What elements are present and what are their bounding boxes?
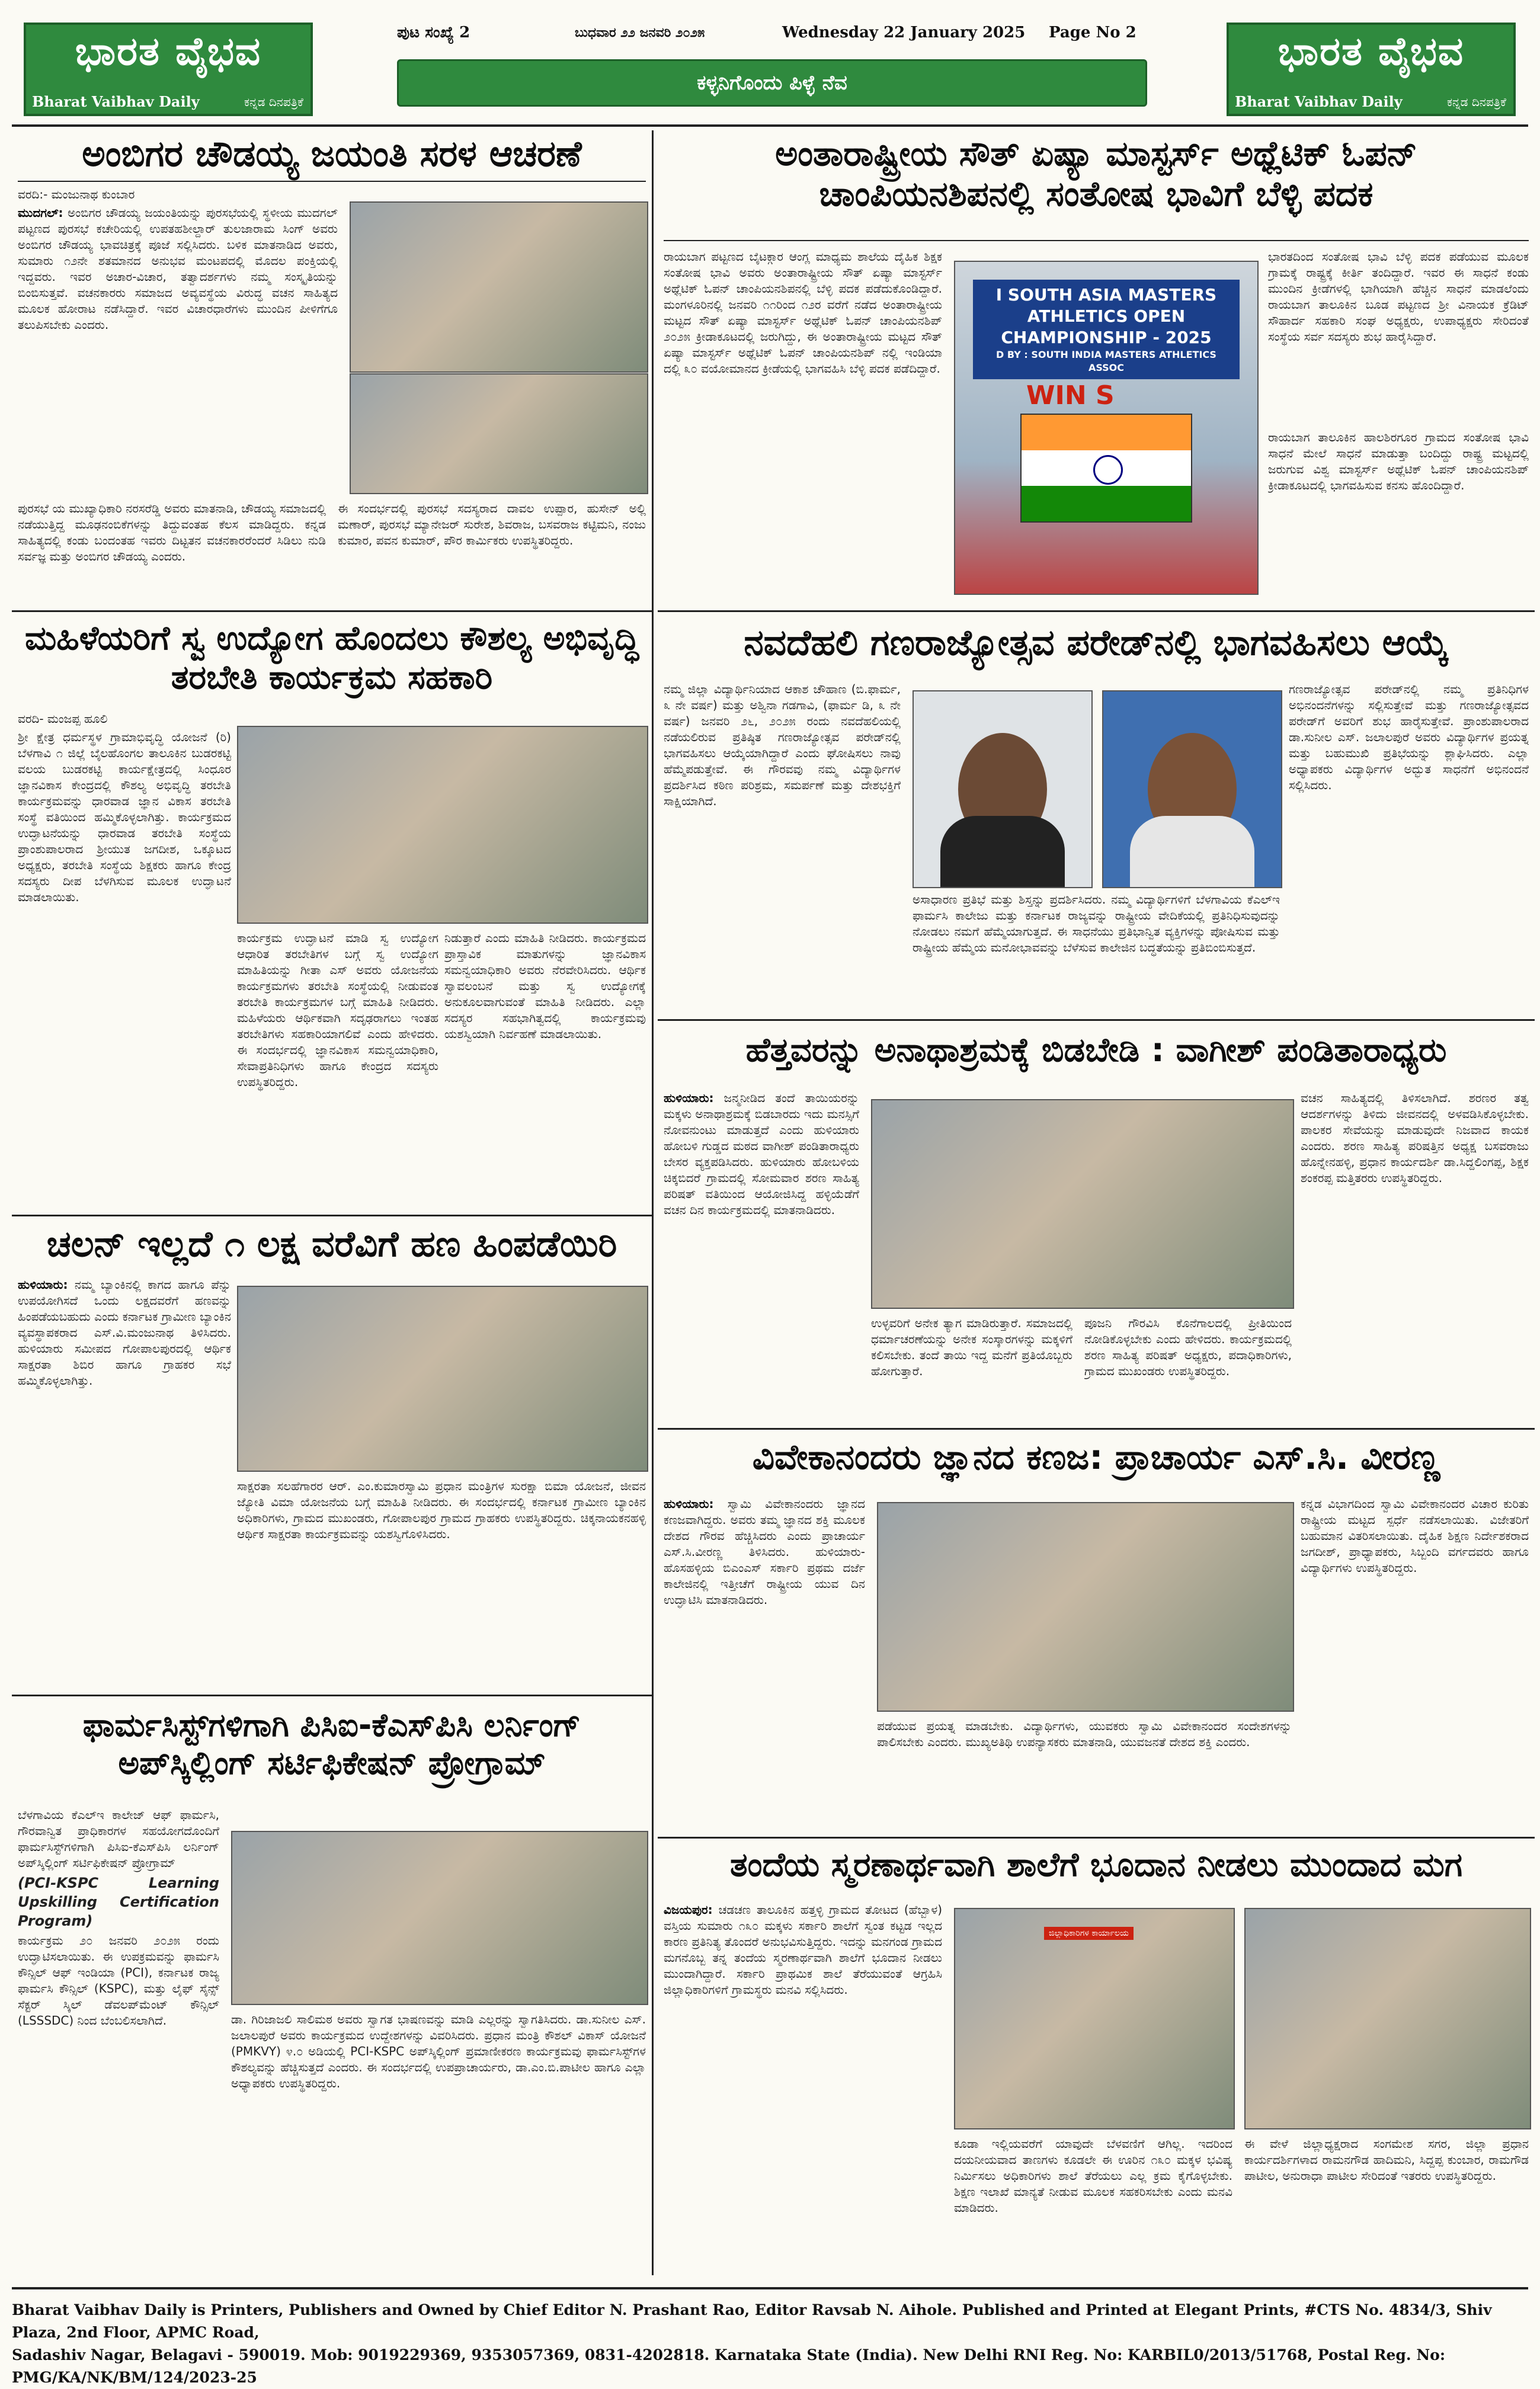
paper-subtitle: Bharat Vaibhav Daily [1235, 93, 1403, 110]
byline: ವರದಿ:- ಮಂಜುನಾಥ ಕುಂಬಾರ [18, 187, 135, 201]
masthead-logo-left [24, 23, 313, 116]
article-text [664, 1090, 859, 1422]
dateline: ಹುಳಿಯಾರು: [18, 1277, 68, 1292]
article-paragraph: ನಮ್ಮ ಬ್ಯಾಂಕಿನಲ್ಲಿ ಕಾಗದ ಹಾಗೂ ಪೆನ್ನು ಉಪಯೋಗಿಸದೆ ಒಂದು ಲಕ್ಷದವರೆಗೆ ಹಣವನ್ನು ಹಿಂಪಡೆಯಬಹುದು ಎಂದು ಕರ್ನಾಟಕ ಗ್ರಾಮೀಣ ಬ್ಯಾಂಕಿನ ವ್ಯವಸ್ಥಾಪಕರಾದ ಎಸ್.ವಿ.ಮಂಜುನಾಥ ತಿಳಿಸಿದರು. ಹುಳಿಯಾರು ಸಮೀಪದ ಗೋಪಾಲಪುರದಲ್ಲಿ ಆರ್ಥಿಕ ಸಾಕ್ಷರತಾ ಶಿಬಿರ ಹಾಗೂ ಗ್ರಾಹಕರ ಸಭೆ ಹಮ್ಮಿಕೊಳ್ಳಲಾಗಿತ್ತು. [18, 1277, 231, 1388]
headline-land-donation: ತಂದೆಯ ಸ್ಮರಣಾರ್ಥವಾಗಿ ಶಾಲೆಗೆ ಭೂದಾನ ನೀಡಲು ಮುಂದಾದ ಮಗ [729, 1846, 1463, 1884]
article-paragraph: ರಾಯಬಾಗ ತಾಲೂಕಿನ ಹಾಲಶಿರಗೂರ ಗ್ರಾಮದ ಸಂತೋಷ ಭಾವಿ ಸಾಧನೆ ಮೇಲೆ ಸಾಧನೆ ಮಾಡುತ್ತಾ ಬಂದಿದ್ದು ರಾಷ್ಟ್ರ ಮಟ್ಟದಲ್ಲಿ ಜರುಗುವ ವಿಶ್ವ ಮಾಸ್ಟರ್ಸ್ ಅಥ್ಲೆಟಿಕ್ ಓಪನ್ ಚಾಂಪಿಯನಶಿಪ್ ಕ್ರೀಡಾಕೂಟದಲ್ಲಿ ಭಾಗವಹಿಸುವ ಕನಸು ಹೊಂದಿದ್ದಾರೆ. [1268, 430, 1529, 492]
dateline: ವಿಜಯಪುರ: [664, 1903, 713, 1917]
article-paragraph: ಕನ್ನಡ ವಿಭಾಗದಿಂದ ಸ್ವಾಮಿ ವಿವೇಕಾನಂದರ ವಿಚಾರ ಕುರಿತು ರಾಷ್ಟ್ರೀಯ ಮಟ್ಟದ ಸ್ಪರ್ಧೆ ನಡೆಸಲಾಯಿತು. ವಿಜೇತರಿಗೆ ಬಹುಮಾನ ವಿತರಿಸಲಾಯಿತು. ದೈಹಿಕ ಶಿಕ್ಷಣ ನಿರ್ದೇಶಕರಾದ ಜಗದೀಶ್, ಪ್ರಾಧ್ಯಾಪಕರು, ಸಿಬ್ಬಂದಿ ವರ್ಗದವರು ಹಾಗೂ ವಿದ್ಯಾರ್ಥಿಗಳು ಉಪಸ್ಥಿತರಿದ್ದರು. [1301, 1497, 1529, 1575]
inauguration-photo [231, 1831, 648, 2005]
headline-ambigara-chowdayya: ಅಂಬಿಗರ ಚೌಡಯ್ಯ ಜಯಂತಿ ಸರಳ ಆಚರಣೆ [82, 133, 582, 175]
memorandum-photo [1244, 1908, 1531, 2129]
divider [12, 1215, 652, 1216]
paper-subtitle: Bharat Vaibhav Daily [32, 93, 200, 110]
divider [18, 181, 646, 182]
divider [664, 240, 1529, 241]
article-text [18, 711, 231, 1138]
dateline: ಹುಳಿಯಾರು: [664, 1497, 714, 1511]
page-number: Page No 2 [1049, 24, 1136, 41]
imprint-line: Sadashiv Nagar, Belagavi - 590019. Mob: 9019229369, 9353057369, 0831-4202818. Karnataka State (India). New Delhi RNI Reg. No: KARBIL0/2013/51768, Postal Reg. No: PMG/KA/NK/BM/124/2023-25 [12, 2346, 1446, 2386]
article-paragraph: ಗಣರಾಜ್ಯೋತ್ಸವ ಪರೇಡ್‌ನಲ್ಲಿ ನಮ್ಮ ಪ್ರತಿನಿಧಿಗಳ ಅಭಿನಂದನೆಗಳನ್ನು ಸಲ್ಲಿಸುತ್ತೇವೆ ಮತ್ತು ಗಣರಾಜ್ಯೋತ್ಸವದ ಪರೇಡ್‌ಗೆ ಅವರಿಗೆ ಶುಭ ಹಾರೈಸುತ್ತೇವೆ. ಪ್ರಾಂಶುಪಾಲರಾದ ಡಾ.ಸುನೀಲ ಎಸ್. ಜಲಾಲಪುರೆ ಅವರು ವಿದ್ಯಾರ್ಥಿಗಳ ಪ್ರಯತ್ನ ಮತ್ತು ಬಹುಮುಖಿ ಪ್ರತಿಭೆಯನ್ನು ಶ್ಲಾಘಿಸಿದರು. ಎಲ್ಲಾ ಅಧ್ಯಾಪಕರು ವಿದ್ಯಾರ್ಥಿಗಳ ಅದ್ಭುತ ಸಾಧನೆಗೆ ಅಭಿನಂದನೆ ಸಲ್ಲಿಸಿದರು. [1289, 682, 1529, 792]
article-paragraph: ನಮ್ಮ ಜಿಲ್ಲಾ ವಿದ್ಯಾರ್ಥಿನಿಯಾದ ಆಕಾಶ ಚೌಹಾಣ (ಬಿ.ಫಾರ್ಮ, ೩ ನೇ ವರ್ಷ) ಮತ್ತು ಅಶ್ವಿನಾ ಗಡಗಾವಿ, (ಫಾರ್ಮ ಡಿ, ೩ ನೇ ವರ್ಷ) ಜನವರಿ ೨೬, ೨೦೨೫ ರಂದು ನವದೆಹಲಿಯಲ್ಲಿ ನಡೆಯಲಿರುವ ಪ್ರತಿಷ್ಠಿತ ಗಣರಾಜ್ಯೋತ್ಸವ ಪರೇಡ್‌ನಲ್ಲಿ ಭಾಗವಹಿಸಲು ಆಯ್ಕೆಯಾಗಿದ್ದಾರೆ ಎಂದು ಘೋಷಿಸಲು ನಾವು ಹೆಮ್ಮೆಪಡುತ್ತೇವೆ. ಈ ಗೌರವವು ನಮ್ಮ ವಿದ್ಯಾರ್ಥಿಗಳ ಪ್ರದರ್ಶಿಸಿದ ಕಠಿಣ ಪರಿಶ್ರಮ, ಸಮರ್ಪಣೆ ಮತ್ತು ದೇಶಭಕ್ತಿಗೆ ಸಾಕ್ಷಿಯಾಗಿದೆ. [664, 682, 901, 808]
winners-banner: WIN S [1026, 380, 1115, 411]
headline-women-skill-training: ಮಹಿಳೆಯರಿಗೆ ಸ್ವ ಉದ್ಯೋಗ ಹೊಂದಲು ಕೌಶಲ್ಯ ಅಭಿವೃದ್ಧಿ ತರಬೇತಿ ಕಾರ್ಯಕ್ರಮ ಸಹಕಾರಿ [25, 619, 639, 697]
masthead-logo-right [1227, 23, 1516, 116]
dateline: ಹುಳಿಯಾರು: [664, 1091, 714, 1105]
article-paragraph: ಪುರಸಭೆ ಯ ಮುಖ್ಯಾಧಿಕಾರಿ ನರಸರೆಡ್ಡಿ ಅವರು ಮಾತನಾಡಿ, ಚೌಡಯ್ಯ ಸಮಾಜದಲ್ಲಿ ನಡೆಯುತ್ತಿದ್ದ ಮೂಢನಂಬಿಕೆಗಳನ್ನು ತಿದ್ದುವಂತಹ ಕೆಲಸ ಮಾಡಿದ್ದರು. ಕನ್ನಡ ಸಾಹಿತ್ಯದಲ್ಲಿ ಕಂಡು ಬಂದಂತಹ ಇವರು ದಿಟ್ಟತನ ವಚನಕಾರರೆಂದರೆ ಸಿಡಿಲು ನುಡಿ ಸರ್ವಜ್ಞ ಮತ್ತು ಅಂಬಿಗರ ಚೌಡಯ್ಯ ಎಂದರು. [18, 501, 326, 563]
column-divider [652, 130, 654, 2275]
article-paragraph: ಕೂಡಾ ಇಲ್ಲಿಯವರೆಗೆ ಯಾವುದೇ ಬೆಳವಣಿಗೆ ಆಗಿಲ್ಲ. ಇದರಿಂದ ದಯನೀಯವಾದ ತಾಣಗಳು ಕೂಡಲೇ ಈ ಊರಿನ ೧೩೦ ಮಕ್ಕಳ ಭವಿಷ್ಯ ನಿರ್ಮಿಸಲು ಅಧಿಕಾರಿಗಳು ಶಾಲೆ ತೆರೆಯಲು ಎಲ್ಲ ಕ್ರಮ ಕೈಗೊಳ್ಳಬೇಕು. ಶಿಕ್ಷಣ ಇಲಾಖೆ ಮಾನ್ಯತೆ ನೀಡುವ ಮೂಲಕ ಸಹಕರಿಸಬೇಕು ಎಂದು ಮನವಿ ಮಾಡಿದರು. [954, 2137, 1232, 2215]
paper-tagline: ಕನ್ನಡ ದಿನಪತ್ರಿಕೆ [1446, 95, 1506, 109]
article-paragraph: ಅಸಾಧಾರಣ ಪ್ರತಿಭೆ ಮತ್ತು ಶಿಸ್ತನ್ನು ಪ್ರದರ್ಶಿಸಿದರು. ನಮ್ಮ ವಿದ್ಯಾರ್ಥಿಗಳಿಗೆ ಬೆಳಗಾವಿಯ ಕೆಎಲ್‌ಇ ಫಾರ್ಮಸಿ ಕಾಲೇಜು ಮತ್ತು ಕರ್ನಾಟಕ ರಾಜ್ಯವನ್ನು ರಾಷ್ಟ್ರೀಯ ವೇದಿಕೆಯಲ್ಲಿ ಪ್ರತಿನಿಧಿಸುವುದನ್ನು ನೋಡಲು ನಮಗೆ ಹೆಮ್ಮೆಯಾಗುತ್ತದೆ. ಈ ಸಾಧನೆಯು ಪ್ರತಿಭಾನ್ವಿತ ವ್ಯಕ್ತಿಗಳನ್ನು ಪೋಷಿಸುವ ಮತ್ತು ರಾಷ್ಟ್ರೀಯ ಹೆಮ್ಮೆಯ ಮನೋಭಾವವನ್ನು ಬೆಳೆಸುವ ಕಾಲೇಜಿನ ಬದ್ಧತೆಯನ್ನು ಪ್ರತಿಬಿಂಬಿಸುತ್ತದೆ. [913, 892, 1280, 955]
indian-flag-icon [1020, 414, 1192, 523]
page-label-kannada: ಪುಟ ಸಂಖ್ಯೆ 2 [397, 24, 470, 41]
student-portrait [1102, 690, 1282, 888]
date-english: Wednesday 22 January 2025 [782, 24, 1026, 41]
student-portrait [913, 690, 1093, 888]
championship-banner: I SOUTH ASIA MASTERS ATHLETICS OPEN CHAMPIONSHIP - 2025 D BY : SOUTH INDIA MASTERS ATHLETICS ASSOC [973, 280, 1240, 379]
article-paragraph: ಈ ವೇಳೆ ಜಿಲ್ಲಾಧ್ಯಕ್ಷರಾದ ಸಂಗಮೇಶ ಸಗರ, ಜಿಲ್ಲಾ ಪ್ರಧಾನ ಕಾರ್ಯದರ್ಶಿಗಳಾದ ರಾಮನಗೌಡ ಹಾದಿಮನಿ, ಸಿದ್ದಪ್ಪ ಕುಂಬಾರ, ರಾಮಗೌಡ ಪಾಟೀಲ, ಅನುರಾಧಾ ಪಾಟೀಲ ಸೇರಿದಂತೆ ಇತರರು ಉಪಸ್ಥಿತರಿದ್ದರು. [1244, 2137, 1529, 2183]
article-text [18, 1277, 231, 1686]
article-paragraph: ಕಾರ್ಯಕ್ರಮ ೨೦ ಜನವರಿ ೨೦೨೫ ರಂದು ಉದ್ಘಾಟಿಸಲಾಯಿತು. ಈ ಉಪಕ್ರಮವನ್ನು ಫಾರ್ಮಸಿ ಕೌನ್ಸಿಲ್ ಆಫ್ ಇಂಡಿಯಾ (PCI), ಕರ್ನಾಟಕ ರಾಜ್ಯ ಫಾರ್ಮಸಿ ಕೌನ್ಸಿಲ್ (KSPC), ಮತ್ತು ಲೈಫ್ ಸೈನ್ಸ್ ಸೆಕ್ಟರ್ ಸ್ಕಿಲ್ ಡೆವಲಪ್‌ಮೆಂಟ್ ಕೌನ್ಸಿಲ್ (LSSSDC) ನಿಂದ ಬೆಂಬಲಿಸಲಾಗಿದೆ. [18, 1933, 219, 2028]
event-photo [350, 201, 648, 373]
article-paragraph: ಶ್ರೀ ಕ್ಷೇತ್ರ ಧರ್ಮಸ್ಥಳ ಗ್ರಾಮಾಭಿವೃದ್ಧಿ ಯೋಜನೆ (ರಿ) ಬೆಳಗಾವಿ ೧ ಜಿಲ್ಲೆ ಬೈಲಹೊಂಗಲ ತಾಲೂಕಿನ ಬುಡರಕಟ್ಟಿ ವಲಯ ಬುಡರಕಟ್ಟಿ ಕಾರ್ಯಕ್ಷೇತ್ರದಲ್ಲಿ ಸಿಂಧೂರ ಜ್ಞಾನವಿಕಾಸ ಕೇಂದ್ರದಲ್ಲಿ ಕೌಶಲ್ಯ ಅಭಿವೃದ್ಧಿ ತರಬೇತಿ ಕಾರ್ಯಕ್ರಮವನ್ನು ಧಾರವಾಡ ಜ್ಞಾನ ವಿಕಾಸ ತರಬೇತಿ ಸಂಸ್ಥೆ ವತಿಯಿಂದ ಹಮ್ಮಿಕೊಳ್ಳಲಾಗಿತ್ತು. ಕಾರ್ಯಕ್ರಮದ ಉದ್ಘಾಟನೆಯನ್ನು ಧಾರವಾಡ ತರಬೇತಿ ಸಂಸ್ಥೆಯ ಪ್ರಾಂಶುಪಾಲರಾದ ಶ್ರೀಯುತ ಜಗದೀಶ, ಒಕ್ಕೂಟದ ಅಧ್ಯಕ್ಷರು, ತರಬೇತಿ ಸಂಸ್ಥೆಯ ಶಿಕ್ಷಕರು ಹಾಗೂ ಕೇಂದ್ರ ಸದಸ್ಯರು ದೀಪ ಬೆಳಗಿಸುವ ಮೂಲಕ ಉದ್ಘಾಟನೆ ಮಾಡಲಾಯಿತು. [18, 730, 231, 904]
article-text [18, 187, 338, 498]
article-paragraph: ಈ ಸಂದರ್ಭದಲ್ಲಿ ಪುರಸಭೆ ಸದಸ್ಯರಾದ ದಾವಲ ಉಪ್ಪಾರ, ಹುಸೇನ್ ಅಲ್ಲಿ ಮಣಾರ್, ಪುರಸಭೆ ಮ್ಯಾನೇಜರ್ ಸುರೇಶ, ಶಿವರಾಜ, ಬಸವರಾಜ ಕಟ್ಟಿಮನಿ, ನಂಜು ಕುಮಾರ, ಪವನ ಕುಮಾರ್, ಪೌರ ಕಾರ್ಮಿಕರು ಉಪಸ್ಥಿತರಿದ್ದರು. [338, 501, 646, 547]
headline-vageesh-panditaradhya: ಹೆತ್ತವರನ್ನು ಅನಾಥಾಶ್ರಮಕ್ಕೆ ಬಿಡಬೇಡಿ : ವಾಗೀಶ್ ಪಂಡಿತಾರಾಧ್ಯರು [745, 1031, 1447, 1069]
article-paragraph: ಬೆಳಗಾವಿಯ ಕೆಎಲ್ಇ ಕಾಲೇಜ್ ಆಫ್ ಫಾರ್ಮಸಿ, ಗೌರವಾನ್ವಿತ ಪ್ರಾಧಿಕಾರಗಳ ಸಹಯೋಗದೊಂದಿಗೆ ಫಾರ್ಮಸಿಸ್ಟ್‌ಗಳಿಗಾಗಿ ಪಿಸಿಐ-ಕೆಎಸ್‌ಪಿಸಿ ಲರ್ನಿಂಗ್ ಅಪ್‌ಸ್ಕಿಲ್ಲಿಂಗ್ ಸರ್ಟಿಫಿಕೇಷನ್ ಪ್ರೋಗ್ರಾಮ್ [18, 1808, 219, 1870]
bank-meeting-photo [237, 1286, 648, 1472]
headline-challan-withdrawal: ಚಲನ್ ಇಲ್ಲದೆ ೧ ಲಕ್ಷ ವರೆವಿಗೆ ಹಣ ಹಿಂಪಡೆಯಿರಿ [46, 1224, 617, 1265]
article-paragraph: ಚಡಚಣ ತಾಲೂಕಿನ ಹತ್ತಳ್ಳಿ ಗ್ರಾಮದ ತೋಟದ (ಹೆಬ್ಬಾಳ) ವಸ್ತಿಯ ಸುಮಾರು ೧೩೦ ಮಕ್ಕಳು ಸರ್ಕಾರಿ ಶಾಲೆಗೆ ಸ್ವಂತ ಕಟ್ಟಡ ಇಲ್ಲದ ಕಾರಣ ಪ್ರತಿನಿತ್ಯ ತೊಂದರೆ ಅನುಭವಿಸುತ್ತಿದ್ದರು. ಇದನ್ನು ಮನಗಂಡ ಗ್ರಾಮದ ಮಗನೊಬ್ಬ ತನ್ನ ತಂದೆಯ ಸ್ಮರಣಾರ್ಥವಾಗಿ ಶಾಲೆಗೆ ಭೂದಾನ ನೀಡಲು ಮುಂದಾಗಿದ್ದಾರೆ. ಸರ್ಕಾರಿ ಪ್ರಾಥಮಿಕ ಶಾಲೆ ತೆರೆಯುವಂತೆ ಆಗ್ರಹಿಸಿ ಜಿಲ್ಲಾಧಿಕಾರಿಗಳಿಗೆ ಗ್ರಾಮಸ್ಥರು ಮನವಿ ಸಲ್ಲಿಸಿದರು. [664, 1903, 942, 1997]
article-paragraph: ಸಾಕ್ಷರತಾ ಸಲಹೆಗಾರರ ಆರ್. ಎಂ.ಕುಮಾರಸ್ವಾಮಿ ಪ್ರಧಾನ ಮಂತ್ರಿಗಳ ಸುರಕ್ಷಾ ಬಿಮಾ ಯೋಜನೆ, ಜೀವನ ಜ್ಯೋತಿ ವಿಮಾ ಯೋಜನೆಯ ಬಗ್ಗೆ ಮಾಹಿತಿ ನೀಡಿದರು. ಈ ಸಂದರ್ಭದಲ್ಲಿ ಕರ್ನಾಟಕ ಗ್ರಾಮೀಣ ಬ್ಯಾಂಕಿನ ಅಧಿಕಾರಿಗಳು, ಗ್ರಾಮದ ಮುಖಂಡರು, ಗೋಪಾಲಪುರ ಗ್ರಾಮದ ಗ್ರಾಹಕರು ಉಪಸ್ಥಿತರಿದ್ದರು. ಚಿಕ್ಕನಾಯಕನಹಳ್ಳಿ ಆರ್ಥಿಕ ಸಾಕ್ಷರತಾ ಕಾರ್ಯಕ್ರಮವನ್ನು ಯಶಸ್ವಿಗೊಳಿಸಿದರು. [237, 1479, 646, 1541]
paper-tagline: ಕನ್ನಡ ದಿನಪತ್ರಿಕೆ [244, 95, 303, 109]
article-paragraph: ಪೂಜನಿ ಗೌರವಿಸಿ ಕೊನೆಗಾಲದಲ್ಲಿ ಪ್ರೀತಿಯಿಂದ ನೋಡಿಕೊಳ್ಳಬೇಕು ಎಂದು ಹೇಳಿದರು. ಕಾರ್ಯಕ್ರಮದಲ್ಲಿ ಶರಣ ಸಾಹಿತ್ಯ ಪರಿಷತ್ ಅಧ್ಯಕ್ಷರು, ಪದಾಧಿಕಾರಿಗಳು, ಗ್ರಾಮದ ಮುಖಂಡರು ಉಪಸ್ಥಿತರಿದ್ದರು. [1084, 1316, 1292, 1378]
paper-name: ಭಾರತ ವೈಭವ [1278, 28, 1465, 74]
article-paragraph: ಅಂಬಿಗರ ಚೌಡಯ್ಯ ಜಯಂತಿಯನ್ನು ಪುರಸಭೆಯಲ್ಲಿ ಸ್ಥಳೀಯ ಮುದಗಲ್ ಪಟ್ಟಣದ ಪುರಸಭೆ ಕಚೇರಿಯಲ್ಲಿ ಉಪತಹಶೀಲ್ದಾರ್ ತುಲಜಾರಾಮ ಸಿಂಗ್ ಅವರು ಅಂಬಿಗರ ಚೌಡಯ್ಯ ಭಾವಚಿತ್ರಕ್ಕೆ ಪೂಜೆ ಸಲ್ಲಿಸಿದರು. ಬಳಿಕ ಮಾತನಾಡಿದ ಅವರು, ಸುಮಾರು ೧೨ನೇ ಶತಮಾನದ ಅನುಭವ ಮಂಟಪದಲ್ಲಿ ಮೊದಲ ಪಂಕ್ತಿಯಲ್ಲಿ ಇದ್ದವರು. ಇವರ ಅಚಾರ-ವಿಚಾರ, ತತ್ವಾದರ್ಶಗಳು ನಮ್ಮ ಸಂಸ್ಕೃತಿಯನ್ನು ಬಿಂಬಿಸುತ್ತವೆ. ವಚನಕಾರರು ಸಮಾಜದ ಅವ್ಯವಸ್ಥೆಯ ವಿರುದ್ಧ ವಚನ ಸಾಹಿತ್ಯದ ಮೂಲಕ ಹೋರಾಟ ನಡೆಸಿದ್ದಾರೆ. ಇವರ ವಿಚಾರಧಾರೆಗಳು ಮುಂದಿನ ಪೀಳಿಗೆಗೂ ತಲುಪಿಸಬೇಕು ಎಂದರು. [18, 206, 338, 332]
divider [658, 1428, 1535, 1430]
imprint-line: Bharat Vaibhav Daily is Printers, Publishers and Owned by Chief Editor N. Prashant Rao, Editor Ravsab N. Aihole. Published and Printed at Elegant Prints, #CTS No. 4834/3, Shiv Plaza, 2nd Floor, APMC Road, [12, 2301, 1492, 2341]
article-paragraph: ಉಳ್ಳವರಿಗೆ ಅನೇಕ ತ್ಯಾಗ ಮಾಡಿರುತ್ತಾರೆ. ಸಮಾಜದಲ್ಲಿ ಧರ್ಮಾಚರಣೆಯನ್ನು ಅನೇಕ ಸಂಸ್ಕಾರಗಳನ್ನು ಮಕ್ಕಳಿಗೆ ಕಲಿಸಬೇಕು. ತಂದೆ ತಾಯಿ ಇದ್ದ ಮನೆಗೆ ಪ್ರತಿಯೊಬ್ಬರು ಹೋಗುತ್ತಾರೆ. [871, 1316, 1072, 1378]
article-paragraph: ಜನ್ಮನೀಡಿದ ತಂದೆ ತಾಯಿಯರನ್ನು ಮಕ್ಕಳು ಅನಾಥಾಶ್ರಮಕ್ಕೆ ಬಿಡಬಾರದು ಇದು ಮನಸ್ಸಿಗೆ ನೋವನುಂಟು ಮಾಡುತ್ತದೆ ಎಂದು ಹುಳಿಯಾರು ಹೋಬಳಿ ಗುಡ್ಡದ ಮಠದ ವಾಗೀಶ್ ಪಂಡಿತಾರಾಧ್ಯರು ಬೇಸರ ವ್ಯಕ್ತಪಡಿಸಿದರು. ಹುಳಿಯಾರು ಹೋಬಳಿಯ ಚಿಕ್ಕಬಿದರೆ ಗ್ರಾಮದಲ್ಲಿ ಸೋಮವಾರ ಶರಣ ಸಾಹಿತ್ಯ ಪರಿಷತ್ ವತಿಯಿಂದ ಆಯೋಜಿಸಿದ್ದ ಹಳ್ಳಿಯೆಡೆಗೆ ವಚನ ದಿನ ಕಾರ್ಯಕ್ರಮದಲ್ಲಿ ಮಾತನಾಡಿದರು. [664, 1091, 859, 1217]
article-paragraph: ಪಡೆಯುವ ಪ್ರಯತ್ನ ಮಾಡಬೇಕು. ವಿದ್ಯಾರ್ಥಿಗಳು, ಯುವಕರು ಸ್ವಾಮಿ ವಿವೇಕಾನಂದರ ಸಂದೇಶಗಳನ್ನು ಪಾಲಿಸಬೇಕು ಎಂದರು. ಮುಖ್ಯಅತಿಥಿ ಉಪನ್ಯಾಸಕರು ಮಾತನಾಡಿ, ಯುವಜನತೆ ದೇಶದ ಶಕ್ತಿ ಎಂದರು. [877, 1719, 1292, 1749]
article-paragraph: ರಾಯಬಾಗ ಪಟ್ಟಣದ ಬೈಟಕ್ಗಾರ ಆಂಗ್ಲ ಮಾಧ್ಯಮ ಶಾಲೆಯ ದೈಹಿಕ ಶಿಕ್ಷಕ ಸಂತೋಷ ಭಾವಿ ಅವರು ಅಂತಾರಾಷ್ಟ್ರೀಯ ಸೌತ್ ಏಷ್ಯಾ ಮಾಸ್ಟರ್ಸ್ ಅಥ್ಲೆಟಿಕ್ ಓಪನ್ ಚಾಂಪಿಯನಶಿಪನಲ್ಲಿ ಬೆಳ್ಳಿ ಪದಕ ಪಡೆದುಕೊಂಡಿದ್ದಾರೆ. ಮಂಗಳೂರಿನಲ್ಲಿ ಜನವರಿ ೧೧ರಿಂದ ೧೨ರ ವರೆಗೆ ನಡೆದ ಅಂತಾರಾಷ್ಟ್ರೀಯ ಮಟ್ಟದ ಸೌತ್ ಏಷ್ಯಾ ಮಾಸ್ಟರ್ಸ್ ಅಥ್ಲೆಟಿಕ್ ಓಪನ್ ಚಾಂಪಿಯನಶಿಪ್ ೨೦೨೫ ಕ್ರೀಡಾಕೂಟದಲ್ಲಿ ಜರುಗಿದ್ದು, ಈ ಅಂತಾರಾಷ್ಟ್ರೀಯ ಮಟ್ಟದ ಸೌತ್ ಏಷ್ಯಾ ಮಾಸ್ಟರ್ಸ್ ಅಥ್ಲೆಟಿಕ್ ಓಪನ್ ಚಾಂಪಿಯನಶಿಪ್ ನಲ್ಲಿ ಇಂಡಿಯಾ ದಲ್ಲಿ ೩೦ ವಯೋಮಾನದ ಕ್ರೀಡೆಯಲ್ಲಿ ಭಾಗವಹಿಸಿ ಬೆಳ್ಳಿ ಪದಕ ಪಡೆದಿದ್ದಾರೆ. [664, 249, 942, 376]
article-text [664, 1496, 865, 1828]
function-photo [871, 1099, 1294, 1309]
article-paragraph: ವಚನ ಸಾಹಿತ್ಯದಲ್ಲಿ ತಿಳಿಸಲಾಗಿದೆ. ಶರಣರ ತತ್ವ ಆದರ್ಶಗಳನ್ನು ತಿಳಿದು ಜೀವನದಲ್ಲಿ ಅಳವಡಿಸಿಕೊಳ್ಳಬೇಕು. ಪಾಲಕರ ಸೇವೆಯನ್ನು ಮಾಡುವುದೇ ನಿಜವಾದ ಕಾಯಕ ಎಂದರು. ಶರಣ ಸಾಹಿತ್ಯ ಪರಿಷತ್ತಿನ ಅಧ್ಯಕ್ಷ ಬಸವರಾಜು ಹೊನ್ನೇನಹಳ್ಳಿ, ಪ್ರಧಾನ ಕಾರ್ಯದರ್ಶಿ ಡಾ.ಸಿದ್ದಲಿಂಗಪ್ಪ, ಶಿಕ್ಷಕ ಶಂಕರಪ್ಪ ಮತ್ತಿತರರು ಉಪಸ್ಥಿತರಿದ್ದರು. [1301, 1091, 1529, 1185]
article-paragraph: ಡಾ. ಗಿರಿಜಾಜಲಿ ಸಾಲಿಮಠ ಅವರು ಸ್ವಾಗತ ಭಾಷಣವನ್ನು ಮಾಡಿ ಎಲ್ಲರನ್ನು ಸ್ವಾಗತಿಸಿದರು. ಡಾ.ಸುನೀಲ ಎಸ್. ಜಲಾಲಪುರೆ ಅವರು ಕಾರ್ಯಕ್ರಮದ ಉದ್ದೇಶಗಳನ್ನು ವಿವರಿಸಿದರು. ಪ್ರಧಾನ ಮಂತ್ರಿ ಕೌಶಲ್ ವಿಕಾಸ್ ಯೋಜನೆ (PMKVY) ೪.೦ ಅಡಿಯಲ್ಲಿ PCI-KSPC ಅಪ್‌ಸ್ಕಿಲ್ಲಿಂಗ್ ಪ್ರಮಾಣೀಕರಣ ಕಾರ್ಯಕ್ರಮವು ಫಾರ್ಮಸಿಸ್ಟ್‌ಗಳ ಕೌಶಲ್ಯವನ್ನು ಹೆಚ್ಚಿಸುತ್ತದೆ ಎಂದರು. ಈ ಸಂದರ್ಭದಲ್ಲಿ ಉಪಪ್ರಾಚಾರ್ಯರು, ಡಾ.ಎಂ.ಬಿ.ಪಾಟೀಲ ಹಾಗೂ ಎಲ್ಲಾ ಅಧ್ಯಾಪಕರು ಉಪಸ್ಥಿತರಿದ್ದರು. [231, 2012, 646, 2090]
headline-republic-day-parade: ನವದೆಹಲಿ ಗಣರಾಜ್ಯೋತ್ಸವ ಪರೇಡ್‌ನಲ್ಲಿ ಭಾಗವಹಿಸಲು ಆಯ್ಕೆ [744, 622, 1449, 664]
college-event-photo [877, 1502, 1294, 1712]
paper-name: ಭಾರತ ವೈಭವ [75, 28, 262, 74]
imprint-footer [12, 2287, 1528, 2386]
headline-pharmacist-program: ಫಾರ್ಮಸಿಸ್ಟ್‌ಗಳಿಗಾಗಿ ಪಿಸಿಐ-ಕೆಎಸ್‌ಪಿಸಿ ಲರ್ನಿಂಗ್ ಅಪ್‌ಸ್ಕಿಲ್ಲಿಂಗ್ ಸರ್ಟಿಫಿಕೇಷನ್ ಪ್ರೋಗ್ರಾಮ್ [82, 1706, 581, 1782]
article-text [664, 1902, 942, 2275]
divider [658, 1019, 1535, 1021]
issue-info-bar [397, 24, 1144, 47]
article-paragraph: ನಿಡುತ್ತಾರೆ ಎಂದು ಮಾಹಿತಿ ನೀಡಿದರು. ಕಾರ್ಯಕ್ರಮದ ಪ್ರಾಸ್ತಾವಿಕ ಮಾತುಗಳನ್ನು ಜ್ಞಾನವಿಕಾಸ ಸಮನ್ವಯಾಧಿಕಾರಿ ಅವರು ನೆರವೇರಿಸಿದರು. ಆರ್ಥಿಕ ಸ್ವಾವಲಂಬನೆ ಮತ್ತು ಸ್ವ ಉದ್ಯೋಗಕ್ಕೆ ಅನುಕೂಲವಾಗುವಂತೆ ಮಾಹಿತಿ ನೀಡಿದರು. ಎಲ್ಲಾ ಸದಸ್ಯರ ಸಹಭಾಗಿತ್ವದಲ್ಲಿ ಕಾರ್ಯಕ್ರಮವು ಯಶಸ್ವಿಯಾಗಿ ನಿರ್ವಹಣೆ ಮಾಡಲಾಯಿತು. [444, 931, 646, 1041]
memorandum-photo [954, 1908, 1235, 2129]
article-paragraph: ಕಾರ್ಯಕ್ರಮ ಉದ್ಘಾಟನೆ ಮಾಡಿ ಸ್ವ ಉದ್ಯೋಗ ಆಧಾರಿತ ತರಬೇತಿಗಳ ಬಗ್ಗೆ ಸ್ವ ಉದ್ಯೋಗ ಮಾಹಿತಿಯನ್ನು ಗೀತಾ ಎಸ್ ಅವರು ಯೋಜನೆಯ ಕಾರ್ಯಕ್ರಮಗಳು ತರಬೇತಿ ಸಂಸ್ಥೆಯಲ್ಲಿ ನೀಡುವಂತ ತರಬೇತಿ ಕಾರ್ಯಕ್ರಮಗಳ ಬಗ್ಗೆ ಮಾಹಿತಿ ನೀಡಿದರು. ಮಹಿಳೆಯರು ಆರ್ಥಿಕವಾಗಿ ಸದೃಢರಾಗಲು ಇಂತಹ ತರಬೇತಿಗಳು ಸಹಕಾರಿಯಾಗಲಿವೆ ಎಂದು ಹೇಳಿದರು. ಈ ಸಂದರ್ಭದಲ್ಲಿ ಜ್ಞಾನವಿಕಾಸ ಸಮನ್ವಯಾಧಿಕಾರಿ, ಸೇವಾಪ್ರತಿನಿಧಿಗಳು ಹಾಗೂ ಕೇಂದ್ರದ ಸದಸ್ಯರು ಉಪಸ್ಥಿತರಿದ್ದರು. [237, 931, 438, 1089]
headline-santosh-silver-medal: ಅಂತಾರಾಷ್ಟ್ರೀಯ ಸೌತ್ ಏಷ್ಯಾ ಮಾಸ್ಟರ್ಸ್ ಅಥ್ಲೆಟಿಕ್ ಓಪನ್ ಚಾಂಪಿಯನಶಿಪನಲ್ಲಿ ಸಂತೋಷ ಭಾವಿಗೆ ಬೆಳ್ಳಿ ಪದಕ [775, 133, 1417, 214]
divider [658, 1837, 1535, 1839]
byline: ವರದಿ- ಮಂಜಪ್ಪ ಹೂಲಿ [18, 712, 108, 726]
date-kannada: ಬುಧವಾರ ೨೨ ಜನವರಿ ೨೦೨೫ [575, 25, 705, 40]
section-strip: ಕಳ್ಳನಿಗೊಂದು ಪಿಳ್ಳೆ ನೆವ [397, 59, 1147, 107]
masthead-divider [12, 124, 1528, 127]
event-photo [350, 373, 648, 494]
athlete-photo [954, 261, 1259, 595]
divider [12, 610, 652, 612]
dateline: ಮುದಗಲ್: [18, 206, 63, 220]
article-paragraph: ಸ್ವಾಮಿ ವಿವೇಕಾನಂದರು ಜ್ಞಾನದ ಕಣಜವಾಗಿದ್ದರು. ಅವರು ತಮ್ಮ ಜ್ಞಾನದ ಶಕ್ತಿ ಮೂಲಕ ದೇಶದ ಗೌರವ ಹೆಚ್ಚಿಸಿದರು ಎಂದು ಪ್ರಾಚಾರ್ಯ ಎಸ್.ಸಿ.ವೀರಣ್ಣ ತಿಳಿಸಿದರು. ಹುಳಿಯಾರು-ಹೊಸಹಳ್ಳಿಯ ಬಿಎಂಎಸ್ ಸರ್ಕಾರಿ ಪ್ರಥಮ ದರ್ಜೆ ಕಾಲೇಜಿನಲ್ಲಿ ಇತ್ತೀಚೆಗೆ ರಾಷ್ಟ್ರೀಯ ಯುವ ದಿನ ಉದ್ಘಾಟಿಸಿ ಮಾತನಾಡಿದರು. [664, 1497, 865, 1607]
office-sign: ಜಿಲ್ಲಾಧಿಕಾರಿಗಳ ಕಾರ್ಯಾಲಯ [1044, 1927, 1134, 1940]
divider [12, 1695, 652, 1696]
article-paragraph: ಭಾರತದಿಂದ ಸಂತೋಷ ಭಾವಿ ಬೆಳ್ಳಿ ಪದಕ ಪಡೆಯುವ ಮೂಲಕ ಗ್ರಾಮಕ್ಕೆ ರಾಷ್ಟ್ರಕ್ಕೆ ಕೀರ್ತಿ ತಂದಿದ್ದಾರೆ. ಇವರ ಈ ಸಾಧನೆ ಕಂಡು ಮುಂದಿನ ಕ್ರೀಡೆಗಳಲ್ಲಿ ಭಾಗಿಯಾಗಿ ಹೆಚ್ಚಿನ ಸಾಧನೆ ಮಾಡಲೆಂದು ರಾಯಬಾಗ ತಾಲೂಕಿನ ಬೂಡ ಪಟ್ಟಣದ ಶ್ರೀ ವಿನಾಯಕ ಕ್ರೆಡಿಟ್ ಸೌಹಾರ್ದ ಸಹಕಾರಿ ಸಂಘ ಅಧ್ಯಕ್ಷರು, ಉಪಾಧ್ಯಕ್ಷರು ಸೇರಿದಂತೆ ಸಂಸ್ಥೆಯ ಸರ್ವ ಸದಸ್ಯರು ಶುಭ ಹಾರೈಸಿದ್ದಾರೆ. [1268, 249, 1529, 344]
divider [658, 610, 1535, 612]
training-photo [237, 726, 648, 924]
article-text [18, 1807, 219, 2275]
program-name-english: (PCI-KSPC Learning Upskilling Certification Program) [18, 1875, 219, 1929]
headline-vivekananda: ವಿವೇಕಾನಂದರು ಜ್ಞಾನದ ಕಣಜ: ಪ್ರಾಚಾರ್ಯ ಎಸ್.ಸಿ. ವೀರಣ್ಣ [752, 1437, 1440, 1477]
